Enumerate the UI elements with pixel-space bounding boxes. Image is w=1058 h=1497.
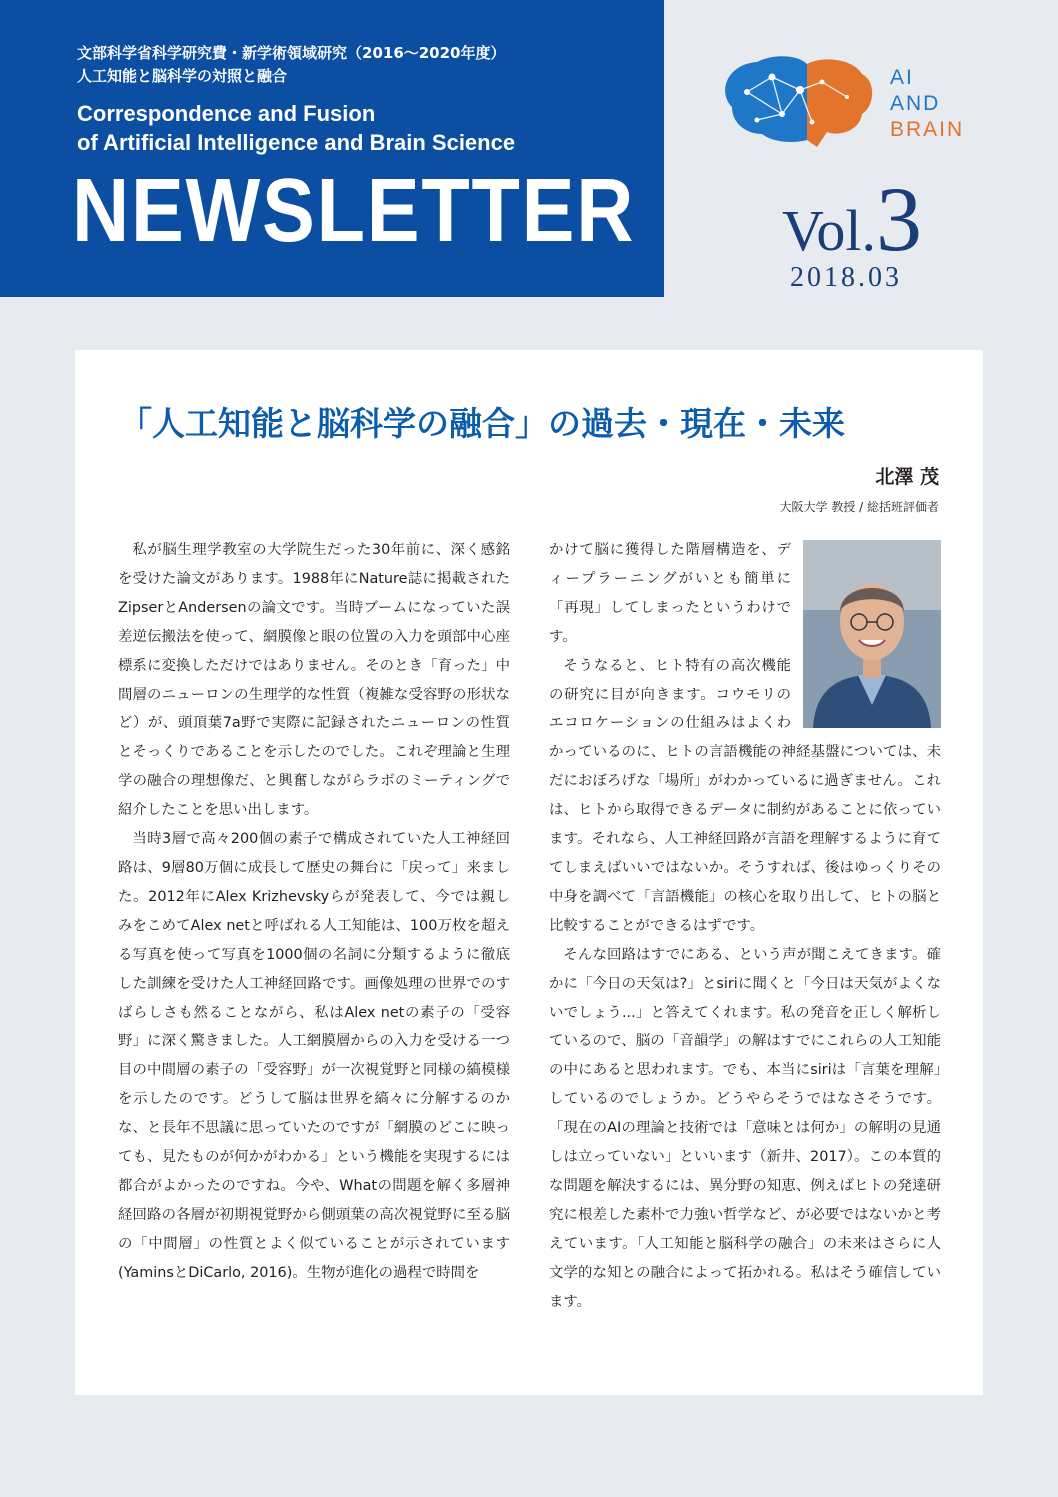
paragraph: そうなると、ヒト特有の高次機能の研究に目が向きます。コウモリのエコロケーションの仕組みはよくわかっているのに、ヒトの言語機能の神経基盤については、未だにおぼろげな「場所」がわかっているに過ぎません。これは、ヒトから取得できるデータに制約があることに依っています。それなら、人工神経回路が言語を理解するように育ててしまえばいいではないか。そうすれば、後はゆっくりその中身を調べて「言語機能」の核心を取り出して、ヒトの脳と比較することができるはずです。 — [549, 657, 941, 934]
project-title-en-line1: Correspondence and Fusion — [77, 101, 376, 126]
header-banner — [0, 0, 664, 297]
issue-date: 2018.03 — [790, 262, 902, 293]
article-panel — [75, 350, 983, 1395]
volume-prefix: Vol. — [782, 198, 877, 263]
paragraph: そんな回路はすでにある、という声が聞こえてきます。確かに「今日の天気は?」とsiriに聞くと「今日は天気がよくないでしょう...」と答えてくれます。私の発音を正しく解析しているので、脳の「音韻学」の解はすでにこれらの人工知能の中にあると思われます。でも、本当にsiriは「言葉を理解」しているのでしょうか。どうやらそうではなさそうです。「現在のAIの理論と技術では「意味とは何か」の解明の見通しは立っていない」といいます（新井、2017）。この本質的な問題を解決するには、異分野の知恵、例えばヒトの発達研究に根差した素朴で力強い哲学など、が必要ではないかと考えています。「人工知能と脳科学の融合」の未来はさらに人文学的な知との融合によって拓かれる。私はそう確信しています。 — [549, 946, 941, 1310]
volume-label — [782, 166, 922, 272]
article-title: 「人工知能と脳科学の融合」の過去・現在・未来 — [119, 404, 845, 443]
author-affiliation: 大阪大学 教授 / 総括班評価者 — [779, 500, 939, 514]
paragraph: かけて脳に獲得した階層構造を、ディープラーニングがいとも簡単に「再現」してしまったというわけです。 — [549, 542, 791, 645]
logo-brain: BRAIN — [890, 118, 965, 141]
paragraph: 私が脳生理学教室の大学院生だった30年前に、深く感銘を受けた論文があります。1988年にNature誌に掲載されたZipserとAndersenの論文です。当時ブームになっていた誤差逆伝搬法を使って、網膜像と眼の位置の入力を頭部中心座標系に変換しただけではありません。そのとき「育った」中間層のニューロンの生理学的な性質（複雑な受容野の形状など）が、頭頂葉7a野で実際に記録されたニューロンの性質とそっくりであることを示したのでした。これぞ理論と生理学の融合の理想像だ、と興奮しながらラボのミーティングで紹介したことを思い出します。 — [118, 542, 510, 819]
volume-number: 3 — [876, 168, 923, 270]
newsletter-heading: NEWSLETTER — [72, 161, 636, 261]
grant-title: 文部科学省科学研究費・新学術領域研究（2016～2020年度） — [77, 44, 506, 62]
brain-network-icon — [712, 52, 882, 152]
project-title-jp: 人工知能と脳科学の対照と融合 — [77, 67, 288, 85]
article-column-left — [118, 536, 510, 1288]
author-portrait-image — [803, 540, 941, 728]
logo-ai: AI — [890, 66, 914, 89]
project-title-en-line2: of Artificial Intelligence and Brain Science — [77, 130, 516, 155]
ai-and-brain-logo — [712, 52, 1002, 152]
portrait-photo-icon — [803, 540, 941, 728]
logo-and: AND — [890, 92, 941, 115]
paragraph: 当時3層で高々200個の素子で構成されていた人工神経回路は、9層80万個に成長して歴史の舞台に「戻って」来ました。2012年にAlex Krizhevskyらが発表して、今では親しみをこめてAlex netと呼ばれる人工知能は、100万枚を超える写真を使って写真を1000個の名詞に分類するように徹底した訓練を受けた人工神経回路です。画像処理の世界でのすばらしさも然ることながら、私はAlex netの素子の「受容野」に深く驚きました。人工網膜層からの入力を受ける一つ目の中間層の素子の「受容野」が一次視覚野と同様の縞模様を示したのです。どうして脳は世界を縞々に分解するのかな、と長年不思議に思っていたのですが「網膜のどこに映っても、見たものが何かがわかる」という機能を実現するには都合がよかったのですね。今や、Whatの問題を解く多層神経回路の各層が初期視覚野から側頭葉の高次視覚野に至る脳の「中間層」の性質とよく似ていることが示されています(YaminsとDiCarlo, 2016)。生物が進化の過程で時間を — [118, 831, 510, 1281]
author-name: 北澤 茂 — [875, 466, 939, 488]
